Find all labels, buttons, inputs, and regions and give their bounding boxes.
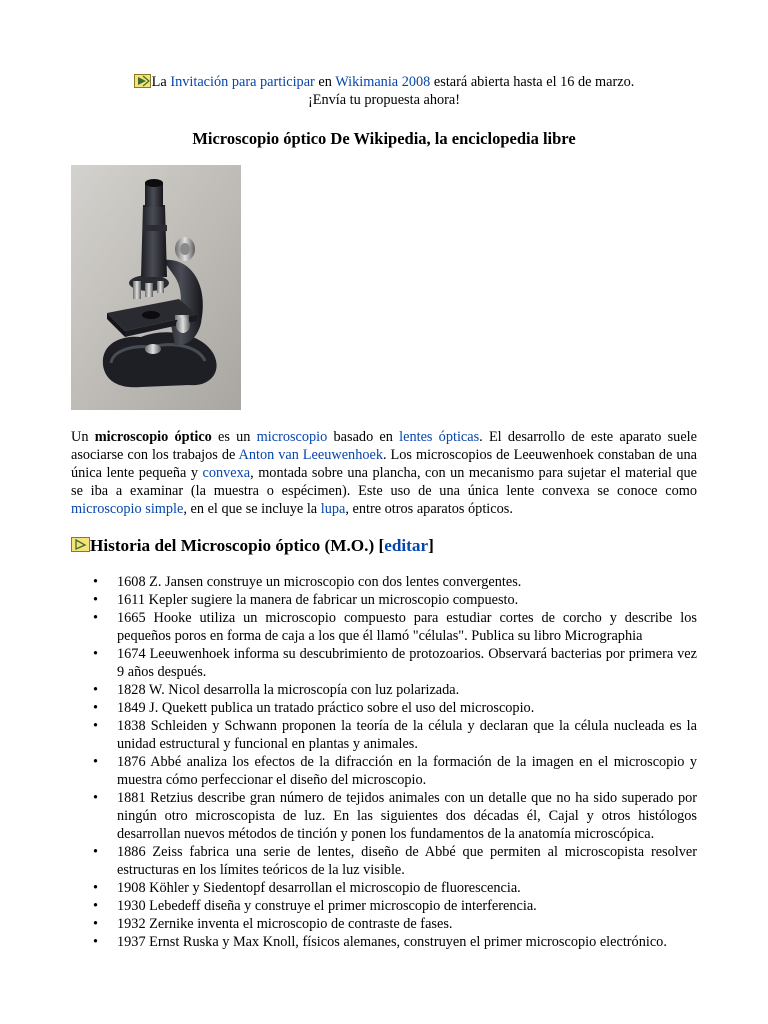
list-item-text: 1838 Schleiden y Schwann proponen la teoría de la célula y declaran que la célula nucleada es la unidad estructural y funcional en plantas y animales. [117, 718, 697, 752]
intro-text: , entre otros aparatos ópticos. [345, 501, 513, 517]
invitation-link[interactable]: Invitación para participar [170, 74, 315, 90]
bullet: • [93, 700, 99, 716]
edit-section-link[interactable]: editar [384, 536, 429, 555]
link-leeuwenhoek[interactable]: Anton van Leeuwenhoek [238, 447, 383, 463]
bullet: • [93, 682, 99, 698]
list-item [71, 591, 697, 609]
list-item-text: 1674 Leeuwenhoek informa su descubrimiento de protozoarios. Observará bacterias por primera vez 9 años después. [117, 646, 697, 680]
link-microscopio-simple[interactable]: microscopio simple [71, 501, 184, 517]
intro-text: . Los microscopios de Leeuwenhoek constaban de una única lente pequeña y [71, 447, 697, 481]
bullet: • [93, 790, 99, 806]
microscope-illustration [71, 165, 241, 410]
bullet: • [93, 898, 99, 914]
bullet: • [93, 574, 99, 590]
list-item-text: 1881 Retzius describe gran número de tejidos animales con un detalle que no ha sido superado por ningún otro microscopista de luz. En las siguientes dos décadas él, Cajal y otros histólogos desarrollan nuevos métodos de tinción y ponen los fundamentos de la anatomía microscópica. [117, 790, 697, 842]
section-icon [71, 537, 90, 552]
list-item-text: 1876 Abbé analiza los efectos de la difracción en la formación de la imagen en el microscopio y muestra cómo perfeccionar el diseño del microscopio. [117, 754, 697, 788]
list-item [71, 717, 697, 753]
list-item-text: 1937 Ernst Ruska y Max Knoll, físicos alemanes, construyen el primer microscopio electrónico. [117, 934, 667, 950]
intro-text: Un [71, 429, 95, 445]
list-item-text: 1908 Köhler y Siedentopf desarrollan el microscopio de fluorescencia. [117, 880, 521, 896]
bullet: • [93, 934, 99, 950]
edit-bracket-close: ] [428, 536, 434, 555]
list-item [71, 897, 697, 915]
wikimania-link[interactable]: Wikimania 2008 [335, 74, 431, 90]
bullet: • [93, 880, 99, 896]
bullet: • [93, 610, 99, 626]
list-item [71, 915, 697, 933]
intro-text: . El desarrollo de este aparato suele asociarse con los trabajos de [71, 429, 697, 463]
page-title: Microscopio óptico De Wikipedia, la enciclopedia libre [192, 129, 576, 148]
bullet: • [93, 844, 99, 860]
list-item [71, 843, 697, 879]
microscope-image[interactable] [71, 165, 241, 410]
bullet: • [93, 754, 99, 770]
notice-prefix: La [151, 74, 167, 90]
bullet: • [93, 592, 99, 608]
bullet: • [93, 646, 99, 662]
list-item-text: 1608 Z. Jansen construye un microscopio con dos lentes convergentes. [117, 574, 522, 590]
notice-call-to-action: ¡Envía tu propuesta ahora! [307, 92, 461, 108]
list-item [71, 573, 697, 591]
history-list [71, 573, 697, 951]
list-item [71, 753, 697, 789]
intro-text: , en el que se incluye la [183, 501, 321, 517]
section-heading-text: Historia del Microscopio óptico (M.O.) [90, 536, 375, 555]
sitenotice [0, 73, 768, 109]
link-lentes-opticas[interactable]: lentes ópticas [399, 429, 480, 445]
link-convexa[interactable]: convexa [202, 465, 251, 481]
list-item-text: 1932 Zernike inventa el microscopio de contraste de fases. [117, 916, 453, 932]
intro-text: , montada sobre una plancha, con un mecanismo para sujetar el material que se iba a examinar (la muestra o espécimen). Este uso de una única lente convexa se conoce como [71, 465, 697, 499]
list-item [71, 933, 697, 951]
intro-paragraph [71, 428, 697, 518]
link-lupa[interactable]: lupa [320, 501, 346, 517]
list-item-text: 1886 Zeiss fabrica una serie de lentes, diseño de Abbé que permiten al microscopista resolver estructuras en los límites teóricos de la luz visible. [117, 844, 697, 878]
list-item-text: 1611 Kepler sugiere la manera de fabricar un microscopio compuesto. [117, 592, 519, 608]
list-item [71, 879, 697, 897]
list-item-text: 1930 Lebedeff diseña y construye el primer microscopio de interferencia. [117, 898, 537, 914]
bullet: • [93, 916, 99, 932]
list-item [71, 645, 697, 681]
list-item [71, 789, 697, 843]
list-item-text: 1849 J. Quekett publica un tratado práctico sobre el uso del microscopio. [117, 700, 535, 716]
list-item-text: 1665 Hooke utiliza un microscopio compuesto para estudiar cortes de corcho y describe los pequeños poros en forma de caja a los que él llamó "células". Publica su libro Micrographia [117, 610, 697, 644]
intro-text: es un [211, 429, 257, 445]
edit-bracket-open: [ [374, 536, 385, 555]
section-heading [71, 536, 434, 556]
intro-text: basado en [327, 429, 400, 445]
list-item-text: 1828 W. Nicol desarrolla la microscopía con luz polarizada. [117, 682, 460, 698]
list-item [71, 609, 697, 645]
bullet: • [93, 718, 99, 734]
list-item [71, 681, 697, 699]
intro-term: microscopio óptico [94, 429, 212, 445]
notice-suffix: estará abierta hasta el 16 de marzo. [433, 74, 635, 90]
notice-mid: en [318, 74, 332, 90]
link-microscopio[interactable]: microscopio [256, 429, 328, 445]
notice-icon [134, 74, 151, 88]
list-item [71, 699, 697, 717]
